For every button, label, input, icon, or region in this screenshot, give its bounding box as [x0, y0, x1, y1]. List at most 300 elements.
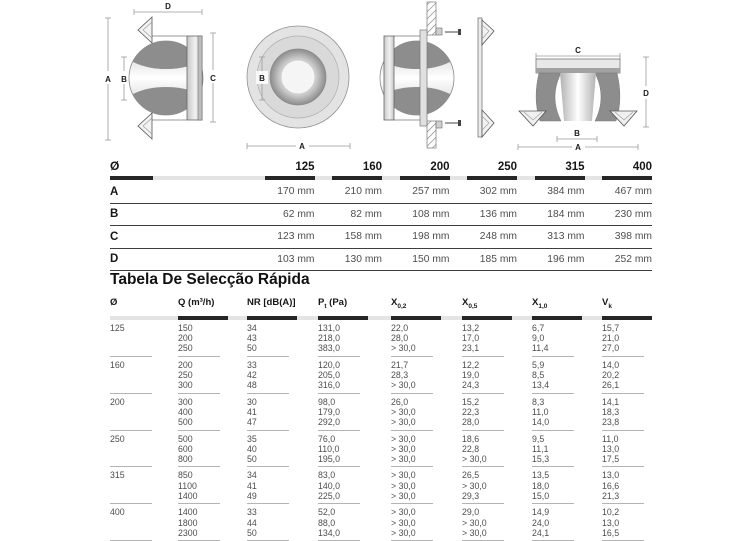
- dim-table-row: [110, 181, 652, 204]
- sel-value: 18,0: [532, 480, 550, 491]
- group-separator: [532, 428, 574, 431]
- sel-value: 13,4: [532, 380, 550, 391]
- sel-value: 316,0: [318, 380, 341, 391]
- sel-value: 22,0: [391, 322, 409, 333]
- sel-col-x05: [462, 434, 532, 468]
- sel-value: 12,2: [462, 359, 480, 370]
- sel-value: 76,0: [318, 433, 336, 444]
- sel-col-x10: [532, 507, 602, 541]
- group-separator: [391, 354, 433, 357]
- dim-value-cell: 384 mm: [547, 186, 585, 198]
- sel-value: 28,0: [391, 333, 409, 344]
- sel-value: 10,2: [602, 507, 620, 518]
- sel-value: 50: [247, 527, 257, 538]
- sel-value: 250: [110, 433, 125, 444]
- sel-col-q: [178, 360, 247, 394]
- group-separator: [602, 428, 644, 431]
- sel-value: 250: [178, 343, 193, 354]
- sel-value: 34: [247, 322, 257, 333]
- dim-value-cell: 248 mm: [479, 231, 517, 243]
- sel-value: 218,0: [318, 333, 341, 344]
- col-header-x02: $X_{0,2}$: [391, 297, 407, 310]
- sel-value: 19,0: [462, 370, 480, 381]
- dim-table-body: [110, 181, 652, 271]
- sel-col-x02: [391, 434, 462, 468]
- underline-bar: [110, 316, 178, 320]
- sel-value: 24,3: [462, 380, 480, 391]
- sel-value: 225,0: [318, 491, 341, 502]
- sel-table-header: [110, 297, 652, 310]
- sel-col-x10: [532, 360, 602, 394]
- sel-col-diameter: [110, 507, 178, 541]
- spring-clip: [138, 113, 152, 139]
- sel-value: 5,9: [532, 359, 545, 370]
- group-separator: [178, 428, 220, 431]
- sel-value: 11,1: [532, 443, 549, 454]
- dim-value-cell: 210 mm: [344, 186, 382, 198]
- sel-value: 33: [247, 359, 257, 370]
- underline-bar: [382, 176, 450, 180]
- sel-value: > 30,0: [391, 454, 416, 465]
- sel-value: 15,7: [602, 322, 620, 333]
- sel-table-body: [110, 320, 652, 541]
- sel-value: 134,0: [318, 527, 341, 538]
- group-separator: [247, 501, 289, 504]
- col-header-x10: $X_{1,0}$: [532, 297, 548, 310]
- underline-bar: [315, 176, 383, 180]
- sel-col-nr: [247, 323, 318, 357]
- sel-col-pt: [318, 323, 391, 357]
- dim-label-a: A: [105, 75, 111, 84]
- sel-col-x10: [532, 397, 602, 431]
- sel-value: 8,5: [532, 370, 545, 381]
- dim-value-cell: 103 mm: [277, 253, 315, 265]
- sel-value: 850: [178, 470, 193, 481]
- sel-value: 200: [110, 396, 125, 407]
- group-separator: [110, 354, 152, 357]
- dim-table-row: [110, 249, 652, 272]
- group-separator: [532, 391, 574, 394]
- underline-bar: [602, 316, 652, 320]
- sel-col-nr: [247, 470, 318, 504]
- group-separator: [602, 464, 644, 467]
- sel-value: 300: [178, 396, 193, 407]
- group-separator: [391, 464, 433, 467]
- section-title: Tabela De Selecção Rápida: [110, 271, 310, 288]
- col-header-q: Q (m³/h): [178, 297, 215, 308]
- underline-bar: [247, 176, 315, 180]
- mounting-ring: [478, 18, 482, 137]
- sel-value: 15,2: [462, 396, 480, 407]
- col-header-200: 200: [430, 161, 450, 173]
- sel-value: 400: [110, 507, 125, 518]
- sel-col-x10: [532, 470, 602, 504]
- group-separator: [110, 464, 152, 467]
- sel-value: 13,0: [602, 517, 620, 528]
- underline-bar: [585, 176, 653, 180]
- sel-value: 11,0: [532, 406, 549, 417]
- group-separator: [318, 464, 360, 467]
- sel-value: 150: [178, 322, 193, 333]
- sel-value: 24,0: [532, 517, 550, 528]
- sel-value: 34: [247, 470, 257, 481]
- dim-value-cell: 82 mm: [350, 208, 382, 220]
- dim-value-cell: 196 mm: [547, 253, 585, 265]
- sel-col-x02: [391, 323, 462, 357]
- sel-col-x05: [462, 470, 532, 504]
- sel-value: 131,0: [318, 322, 341, 333]
- group-separator: [391, 428, 433, 431]
- group-separator: [462, 354, 504, 357]
- dimension-table: [110, 159, 652, 271]
- sel-col-pt: [318, 434, 391, 468]
- sel-col-x10: [532, 323, 602, 357]
- sel-value: > 30,0: [462, 517, 487, 528]
- sel-col-vk: [602, 470, 652, 504]
- group-separator: [110, 391, 152, 394]
- sel-value: 315: [110, 470, 125, 481]
- sel-value: 1400: [178, 507, 198, 518]
- sel-col-x05: [462, 323, 532, 357]
- group-separator: [462, 391, 504, 394]
- wall-hatch: [427, 121, 436, 148]
- sel-value: 98,0: [318, 396, 336, 407]
- sel-value: 14,0: [602, 359, 620, 370]
- sel-value: > 30,0: [391, 517, 416, 528]
- sel-col-vk: [602, 507, 652, 541]
- sel-value: 49: [247, 491, 257, 502]
- sel-value: 22,3: [462, 406, 480, 417]
- wall-hatch: [427, 2, 436, 35]
- sel-value: 50: [247, 454, 257, 465]
- sel-value: 6,7: [532, 322, 545, 333]
- group-separator: [247, 354, 289, 357]
- sel-value: 400: [178, 406, 193, 417]
- sel-group-row: [110, 394, 652, 431]
- sel-value: 15,3: [532, 454, 550, 465]
- sel-value: 40: [247, 443, 257, 454]
- group-separator: [602, 354, 644, 357]
- col-header-250: 250: [497, 161, 517, 173]
- dim-row-label: A: [110, 185, 119, 198]
- underline-bar: [532, 316, 602, 320]
- sel-value: 16,5: [602, 527, 620, 538]
- sel-value: 21,0: [602, 333, 620, 344]
- sel-col-x05: [462, 360, 532, 394]
- sel-value: > 30,0: [391, 527, 416, 538]
- sel-value: 11,0: [602, 433, 619, 444]
- sel-col-diameter: [110, 434, 178, 468]
- dim-value-cell: 198 mm: [412, 231, 450, 243]
- dim-value-cell: 158 mm: [344, 231, 382, 243]
- sel-value: > 30,0: [391, 433, 416, 444]
- sel-col-q: [178, 323, 247, 357]
- sel-value: 23,8: [602, 417, 620, 428]
- sel-col-q: [178, 434, 247, 468]
- sel-value: 28,3: [391, 370, 409, 381]
- sel-col-pt: [318, 507, 391, 541]
- group-separator: [602, 501, 644, 504]
- col-header-125: 125: [295, 161, 315, 173]
- dim-value-cell: 108 mm: [412, 208, 450, 220]
- sel-value: 15,0: [532, 491, 550, 502]
- sel-value: > 30,0: [391, 480, 416, 491]
- sel-value: 23,1: [462, 343, 480, 354]
- sel-value: 14,9: [532, 507, 550, 518]
- header-underline-bars: [110, 176, 652, 180]
- sel-value: > 30,0: [462, 454, 487, 465]
- sel-col-x02: [391, 507, 462, 541]
- group-separator: [178, 391, 220, 394]
- sel-col-diameter: [110, 323, 178, 357]
- sel-value: 26,0: [391, 396, 409, 407]
- underline-bar: [178, 316, 247, 320]
- group-separator: [318, 501, 360, 504]
- sel-value: > 30,0: [462, 480, 487, 491]
- sel-value: > 30,0: [391, 507, 416, 518]
- dim-value-cell: 170 mm: [277, 186, 315, 198]
- sel-value: 11,4: [532, 343, 549, 354]
- sel-value: > 30,0: [391, 470, 416, 481]
- sel-value: 200: [178, 359, 193, 370]
- sel-value: > 30,0: [391, 343, 416, 354]
- dim-value-cell: 130 mm: [344, 253, 382, 265]
- sel-col-pt: [318, 397, 391, 431]
- dim-value-cell: 398 mm: [614, 231, 652, 243]
- sel-col-x05: [462, 507, 532, 541]
- sel-value: 52,0: [318, 507, 336, 518]
- sel-value: > 30,0: [391, 380, 416, 391]
- col-header-nr: NR [dB(A)]: [247, 297, 296, 308]
- sel-value: 18,3: [602, 406, 620, 417]
- sel-value: 160: [110, 359, 125, 370]
- sel-value: 205,0: [318, 370, 341, 381]
- col-header-400: 400: [632, 161, 652, 173]
- col-header-vk: $V_k$: [602, 297, 612, 310]
- sel-col-nr: [247, 434, 318, 468]
- group-separator: [391, 501, 433, 504]
- group-separator: [462, 464, 504, 467]
- sel-col-x02: [391, 360, 462, 394]
- sel-value: > 30,0: [462, 527, 487, 538]
- sel-value: 47: [247, 417, 257, 428]
- sel-value: 13,2: [462, 322, 480, 333]
- sel-col-nr: [247, 360, 318, 394]
- dim-label-c: C: [575, 46, 581, 55]
- dim-label-b: B: [121, 75, 127, 84]
- sel-value: 83,0: [318, 470, 336, 481]
- sel-value: 195,0: [318, 454, 341, 465]
- sel-col-q: [178, 397, 247, 431]
- sel-value: 14,0: [532, 417, 550, 428]
- dim-value-cell: 313 mm: [547, 231, 585, 243]
- group-separator: [318, 391, 360, 394]
- group-separator: [178, 354, 220, 357]
- sel-value: 21,7: [391, 359, 409, 370]
- sel-value: 1100: [178, 480, 197, 491]
- sel-value: 22,8: [462, 443, 480, 454]
- underline-bar: [517, 176, 585, 180]
- sel-value: 110,0: [318, 443, 340, 454]
- dim-value-cell: 136 mm: [479, 208, 517, 220]
- sel-value: 41: [247, 406, 257, 417]
- sel-value: 13,0: [602, 443, 620, 454]
- sel-col-vk: [602, 434, 652, 468]
- dim-table-row: [110, 204, 652, 227]
- sel-col-diameter: [110, 470, 178, 504]
- sel-value: 2300: [178, 527, 198, 538]
- quick-selection-table: [110, 271, 652, 541]
- underline-bar: [110, 176, 247, 180]
- sel-value: 35: [247, 433, 257, 444]
- sel-value: 1400: [178, 491, 198, 502]
- dim-row-label: D: [110, 253, 119, 266]
- sel-value: 600: [178, 443, 193, 454]
- drawing-front-view: [247, 26, 350, 151]
- sel-value: > 30,0: [391, 443, 416, 454]
- sel-value: 800: [178, 454, 193, 465]
- group-separator: [532, 501, 574, 504]
- dim-table-row: [110, 226, 652, 249]
- sel-group-row: [110, 467, 652, 504]
- sel-group-row: [110, 431, 652, 468]
- sel-value: 48: [247, 380, 257, 391]
- dim-label-d: D: [643, 89, 649, 98]
- dim-value-cell: 123 mm: [277, 231, 315, 243]
- sel-value: 383,0: [318, 343, 341, 354]
- group-separator: [462, 501, 504, 504]
- underline-bar: [391, 316, 462, 320]
- sel-col-diameter: [110, 360, 178, 394]
- sel-value: 20,2: [602, 370, 620, 381]
- sel-value: 88,0: [318, 517, 336, 528]
- underline-bar: [462, 316, 532, 320]
- sel-value: 500: [178, 417, 193, 428]
- sel-group-row: [110, 320, 652, 357]
- technical-drawings: [0, 0, 750, 152]
- sel-value: 13,5: [532, 470, 550, 481]
- sel-value: 43: [247, 333, 257, 344]
- col-header-x05: $X_{0,5}$: [462, 297, 478, 310]
- sel-value: 1800: [178, 517, 198, 528]
- dim-label-d: D: [165, 2, 171, 11]
- group-separator: [318, 354, 360, 357]
- sel-value: > 30,0: [391, 406, 416, 417]
- group-separator: [532, 354, 574, 357]
- sel-group-row: [110, 504, 652, 541]
- diameter-symbol: Ø: [110, 159, 120, 173]
- sel-value: 8,3: [532, 396, 545, 407]
- spring-clip: [138, 17, 152, 43]
- group-separator: [247, 391, 289, 394]
- sel-value: 17,5: [602, 454, 620, 465]
- sel-value: 179,0: [318, 406, 341, 417]
- sel-value: 29,0: [462, 507, 480, 518]
- sel-value: 9,0: [532, 333, 545, 344]
- dim-value-cell: 257 mm: [412, 186, 450, 198]
- sel-value: 28,0: [462, 417, 480, 428]
- sel-col-pt: [318, 360, 391, 394]
- group-separator: [178, 501, 220, 504]
- dim-value-cell: 62 mm: [283, 208, 315, 220]
- group-separator: [318, 428, 360, 431]
- sel-value: 33: [247, 507, 257, 518]
- sel-value: 30: [247, 396, 257, 407]
- dimension-table-header: [110, 159, 652, 172]
- group-separator: [110, 428, 152, 431]
- group-separator: [247, 428, 289, 431]
- underline-bar: [247, 316, 318, 320]
- dim-value-cell: 467 mm: [614, 186, 652, 198]
- sel-value: 17,0: [462, 333, 480, 344]
- dim-row-label: B: [110, 208, 119, 221]
- sel-col-pt: [318, 470, 391, 504]
- drawing-plan-view: [518, 46, 652, 152]
- sel-value: 13,0: [602, 470, 620, 481]
- sel-col-diameter: [110, 397, 178, 431]
- spring-clip: [482, 110, 494, 137]
- dim-value-cell: 185 mm: [479, 253, 517, 265]
- sel-col-x02: [391, 397, 462, 431]
- group-separator: [247, 464, 289, 467]
- header-underline-bars: [110, 316, 652, 320]
- group-separator: [602, 391, 644, 394]
- col-header-315: 315: [565, 161, 585, 173]
- dim-value-cell: 252 mm: [614, 253, 652, 265]
- sel-value: 300: [178, 380, 193, 391]
- sel-value: 18,6: [462, 433, 480, 444]
- underline-bar: [318, 316, 391, 320]
- sel-col-vk: [602, 360, 652, 394]
- dim-label-b: B: [259, 74, 265, 83]
- sel-value: 26,5: [462, 470, 480, 481]
- sel-value: 250: [178, 370, 193, 381]
- sel-value: 21,3: [602, 491, 620, 502]
- sel-value: 125: [110, 322, 125, 333]
- dim-row-label: C: [110, 230, 119, 243]
- sel-value: 16,6: [602, 480, 620, 491]
- sel-value: 120,0: [318, 359, 341, 370]
- sel-value: 24,1: [532, 527, 550, 538]
- sel-value: 9,5: [532, 433, 545, 444]
- sel-col-x05: [462, 397, 532, 431]
- sel-value: 44: [247, 517, 257, 528]
- sel-col-q: [178, 507, 247, 541]
- dim-label-a: A: [299, 142, 305, 151]
- dim-label-b: B: [574, 129, 580, 138]
- sel-group-row: [110, 357, 652, 394]
- sel-value: 29,3: [462, 491, 480, 502]
- sel-value: 292,0: [318, 417, 341, 428]
- sel-value: > 30,0: [391, 491, 416, 502]
- sel-value: 26,1: [602, 380, 620, 391]
- group-separator: [532, 464, 574, 467]
- sel-value: 41: [247, 480, 257, 491]
- sel-col-x02: [391, 470, 462, 504]
- col-header-160: 160: [362, 161, 382, 173]
- sel-col-nr: [247, 397, 318, 431]
- group-separator: [178, 464, 220, 467]
- dim-value-cell: 150 mm: [412, 253, 450, 265]
- dim-value-cell: 230 mm: [614, 208, 652, 220]
- sel-value: 140,0: [318, 480, 341, 491]
- drawing-side-section: [102, 2, 219, 140]
- sel-value: > 30,0: [391, 417, 416, 428]
- sel-value: 50: [247, 343, 257, 354]
- sel-value: 200: [178, 333, 193, 344]
- sel-value: 42: [247, 370, 257, 381]
- underline-bar: [450, 176, 518, 180]
